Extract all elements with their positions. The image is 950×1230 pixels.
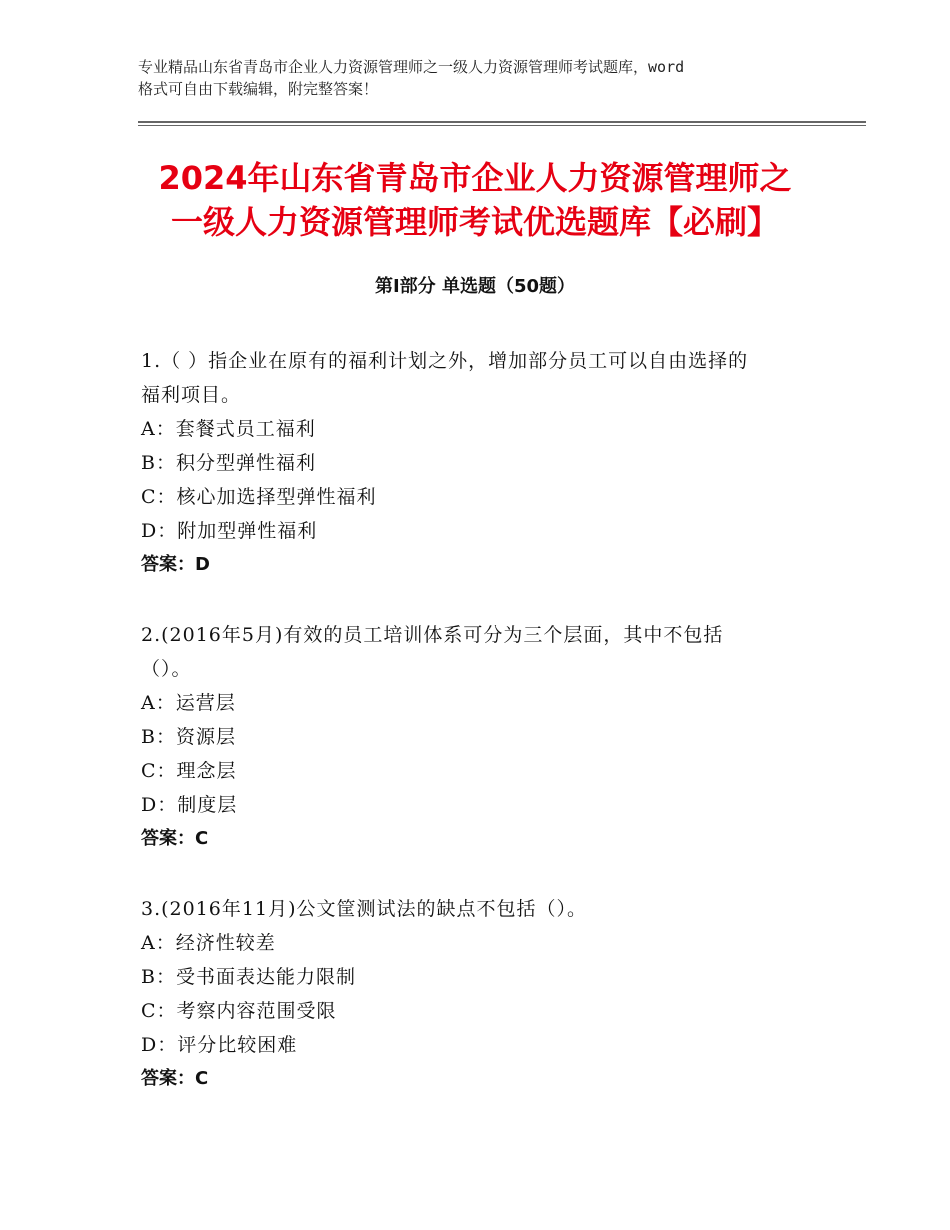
document-title-line-1: 2024年山东省青岛市企业人力资源管理师之: [158, 159, 792, 197]
header-note-line-2: 格式可自由下载编辑，附完整答案！: [138, 80, 379, 98]
option-b: B：积分型弹性福利: [141, 452, 316, 474]
option-a: A：运营层: [141, 692, 236, 714]
header-note-line-1: 专业精品山东省青岛市企业人力资源管理师之一级人力资源管理师考试题库，word: [138, 58, 685, 76]
option-a: A：经济性较差: [141, 932, 276, 954]
option-a: A：套餐式员工福利: [141, 418, 316, 440]
question-stem-line-1: 2.(2016年5月)有效的员工培训体系可分为三个层面，其中不包括: [141, 624, 724, 646]
header-divider: [138, 121, 866, 126]
option-d: D：评分比较困难: [141, 1034, 298, 1056]
answer: 答案：D: [141, 554, 210, 575]
option-b: B：受书面表达能力限制: [141, 966, 356, 988]
question-3: [141, 892, 821, 1096]
question-2: [141, 618, 821, 856]
answer: 答案：C: [141, 828, 209, 849]
option-b: B：资源层: [141, 726, 236, 748]
option-d: D：附加型弹性福利: [141, 520, 318, 542]
question-1: [141, 344, 821, 582]
option-c: C：核心加选择型弹性福利: [141, 486, 377, 508]
document-title: [80, 156, 870, 244]
question-stem-line-1: 3.(2016年11月)公文筐测试法的缺点不包括（）。: [141, 898, 587, 920]
option-c: C：理念层: [141, 760, 237, 782]
question-stem-line-1: 1.（ ）指企业在原有的福利计划之外，增加部分员工可以自由选择的: [141, 350, 749, 372]
section-title: 第Ⅰ部分 单选题（50题）: [374, 276, 575, 297]
header-note: [138, 56, 828, 100]
question-stem-line-2: （）。: [141, 658, 192, 680]
option-c: C：考察内容范围受限: [141, 1000, 337, 1022]
option-d: D：制度层: [141, 794, 238, 816]
document-title-line-2: 一级人力资源管理师考试优选题库【必刷】: [170, 203, 779, 241]
question-stem-line-2: 福利项目。: [141, 384, 242, 406]
answer: 答案：C: [141, 1068, 209, 1089]
question-list: [141, 344, 821, 1132]
